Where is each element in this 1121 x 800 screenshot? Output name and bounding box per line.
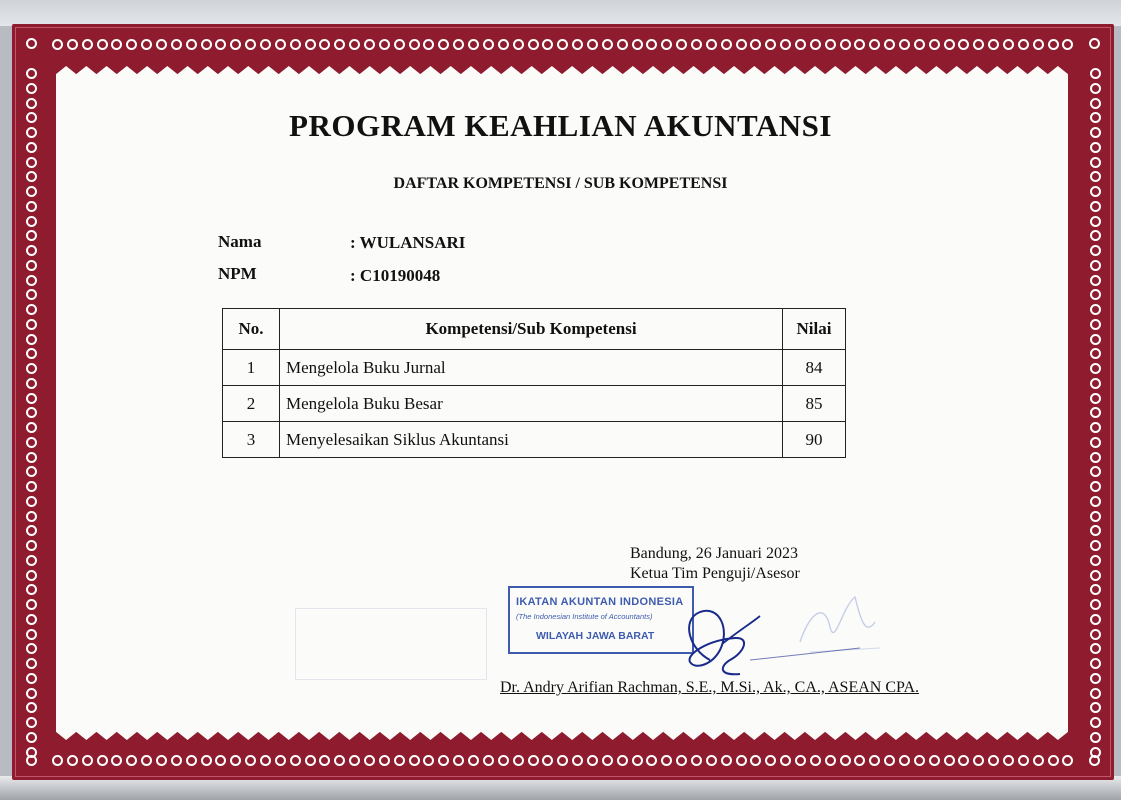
table-row xyxy=(223,386,846,422)
npm-label: NPM xyxy=(218,264,257,283)
handwritten-signature xyxy=(650,590,890,690)
row-number: 2 xyxy=(223,386,280,422)
stamp-region: WILAYAH JAWA BARAT xyxy=(536,630,655,642)
npm-value: : C10190048 xyxy=(350,266,441,285)
place-date: Bandung, 26 Januari 2023 xyxy=(630,545,798,562)
table-header-row xyxy=(223,309,846,350)
page-subtitle: DAFTAR KOMPETENSI / SUB KOMPETENSI xyxy=(393,175,728,192)
column-header-score: Nilai xyxy=(783,309,846,350)
column-header-no: No. xyxy=(223,309,280,350)
competency-table xyxy=(222,308,846,458)
row-competency: Menyelesaikan Siklus Akuntansi xyxy=(280,422,783,458)
name-label: Nama xyxy=(218,232,262,251)
table-row xyxy=(223,422,846,458)
faded-stamp-mark xyxy=(295,608,487,680)
row-score: 85 xyxy=(783,386,846,422)
column-header-competency: Kompetensi/Sub Kompetensi xyxy=(280,309,783,350)
row-number: 1 xyxy=(223,350,280,386)
stamp-org-english: (The Indonesian Institute of Accountants) xyxy=(516,612,653,621)
name-value: : WULANSARI xyxy=(350,233,466,252)
stamp-org-name: IKATAN AKUNTAN INDONESIA xyxy=(516,596,684,608)
table-row xyxy=(223,350,846,386)
signer-name: Dr. Andry Arifian Rachman, S.E., M.Si., Ak., CA., ASEAN CPA. xyxy=(500,679,919,696)
row-competency: Mengelola Buku Besar xyxy=(280,386,783,422)
row-score: 84 xyxy=(783,350,846,386)
row-competency: Mengelola Buku Jurnal xyxy=(280,350,783,386)
row-number: 3 xyxy=(223,422,280,458)
row-score: 90 xyxy=(783,422,846,458)
page-title: PROGRAM KEAHLIAN AKUNTANSI xyxy=(289,108,832,143)
signer-role: Ketua Tim Penguji/Asesor xyxy=(630,565,800,582)
